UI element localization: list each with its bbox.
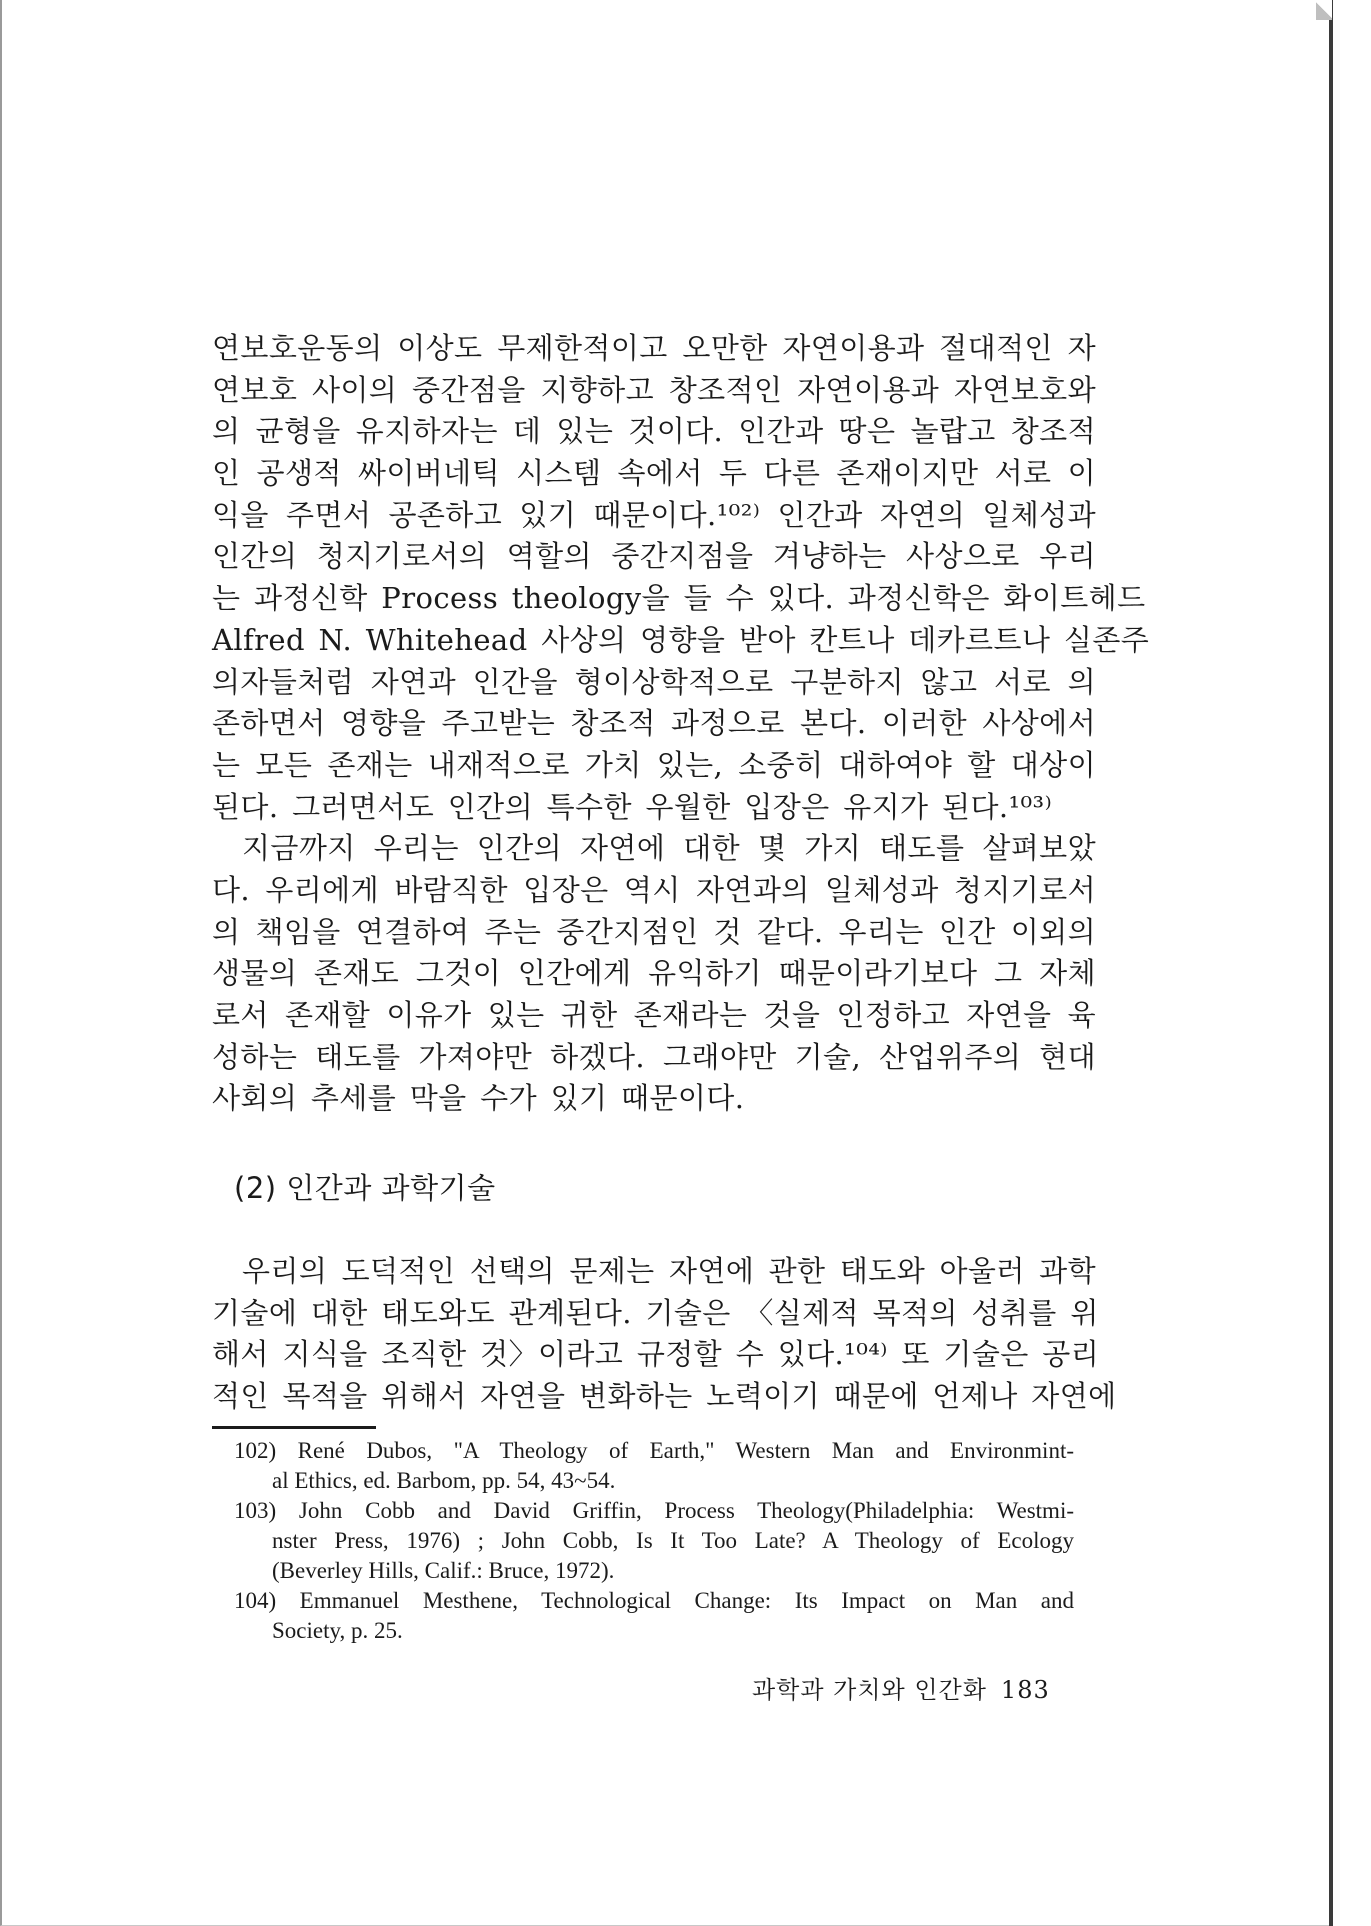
text-line: 는 모든 존재는 내재적으로 가치 있는, 소중히 대하여야 할 대상이 <box>212 747 1096 782</box>
text-line: 존하면서 영향을 주고받는 창조적 과정으로 본다. 이러한 사상에서 <box>212 706 1096 741</box>
footnote-line: al Ethics, ed. Barbom, pp. 54, 43~54. <box>272 1468 616 1493</box>
footnote-line: Society, p. 25. <box>272 1618 403 1643</box>
footnotes <box>234 1436 1074 1646</box>
footnote-line: (Beverley Hills, Calif.: Bruce, 1972). <box>272 1558 615 1583</box>
text-line: 는 과정신학 Process theology을 들 수 있다. 과정신학은 화이트헤드 <box>212 581 1146 616</box>
page-number: 183 <box>1000 1676 1050 1704</box>
page-footer <box>752 1670 1064 1705</box>
section-heading: (2) 인간과 과학기술 <box>234 1171 496 1205</box>
text-line: 적인 목적을 위해서 자연을 변화하는 노력이기 때문에 언제나 자연에 <box>212 1379 1117 1414</box>
text-line: 연보호운동의 이상도 무제한적이고 오만한 자연이용과 절대적인 자 <box>212 331 1096 365</box>
text-line: 인간의 청지기로서의 역할의 중간지점을 겨냥하는 사상으로 우리 <box>212 539 1096 574</box>
body-text-lower <box>212 1251 1117 1418</box>
footnote-rule <box>212 1426 376 1429</box>
text-line: Alfred N. Whitehead 사상의 영향을 받아 칸트나 데카르트나 실존주 <box>212 622 1150 657</box>
text-line: 의 책임을 연결하여 주는 중간지점인 것 같다. 우리는 인간 이외의 <box>212 914 1096 949</box>
text-line: 성하는 태도를 가져야만 하겠다. 그래야만 기술, 산업위주의 현대 <box>212 1039 1096 1074</box>
page-edge <box>1329 0 1333 1926</box>
text-line: 사회의 추세를 막을 수가 있기 때문이다. <box>212 1081 745 1116</box>
footnote-line: 103) John Cobb and David Griffin, Process Theology(Philadelphia: Westmi- <box>234 1498 1074 1523</box>
footnote-103 <box>234 1496 1074 1586</box>
footnote-104 <box>234 1586 1074 1646</box>
text-line: 로서 존재할 이유가 있는 귀한 존재라는 것을 인정하고 자연을 육 <box>212 998 1096 1032</box>
text-line: 의 균형을 유지하자는 데 있는 것이다. 인간과 땅은 놀랍고 창조적 <box>212 414 1096 449</box>
text-line: 다. 우리에게 바람직한 입장은 역시 자연과의 일체성과 청지기로서 <box>212 872 1096 907</box>
text-line: 인 공생적 싸이버네틱 시스템 속에서 두 다른 존재이지만 서로 이 <box>212 456 1096 491</box>
page-corner-fold <box>1316 0 1332 20</box>
footnote-line: nster Press, 1976) ; John Cobb, Is It Too Late? A Theology of Ecology <box>272 1528 1074 1553</box>
text-line: 해서 지식을 조직한 것〉이라고 규정할 수 있다.¹⁰⁴⁾ 또 기술은 공리 <box>212 1337 1100 1372</box>
footnote-102 <box>234 1436 1074 1496</box>
text-line: 기술에 대한 태도와도 관계된다. 기술은 〈실제적 목적의 성취를 위 <box>212 1295 1099 1330</box>
footnote-line: 102) René Dubos, "A Theology of Earth," Western Man and Environmint- <box>234 1438 1074 1463</box>
text-line: 의자들처럼 자연과 인간을 형이상학적으로 구분하지 않고 서로 의 <box>212 664 1096 699</box>
footnote-line: 104) Emmanuel Mesthene, Technological Change: Its Impact on Man and <box>234 1588 1074 1613</box>
text-line: 지금까지 우리는 인간의 자연에 대한 몇 가지 태도를 살펴보았 <box>242 831 1096 866</box>
text-line: 연보호 사이의 중간점을 지향하고 창조적인 자연이용과 자연보호와 <box>212 372 1096 407</box>
text-line: 된다. 그러면서도 인간의 특수한 우월한 입장은 유지가 된다.¹⁰³⁾ <box>212 789 1053 824</box>
text-line: 익을 주면서 공존하고 있기 때문이다.¹⁰²⁾ 인간과 자연의 일체성과 <box>212 497 1096 532</box>
text-line: 생물의 존재도 그것이 인간에게 유익하기 때문이라기보다 그 자체 <box>212 956 1096 991</box>
body-text-upper <box>212 328 1150 1120</box>
running-title: 과학과 가치와 인간화 <box>752 1676 987 1704</box>
text-line: 우리의 도덕적인 선택의 문제는 자연에 관한 태도와 아울러 과학 <box>242 1254 1096 1288</box>
